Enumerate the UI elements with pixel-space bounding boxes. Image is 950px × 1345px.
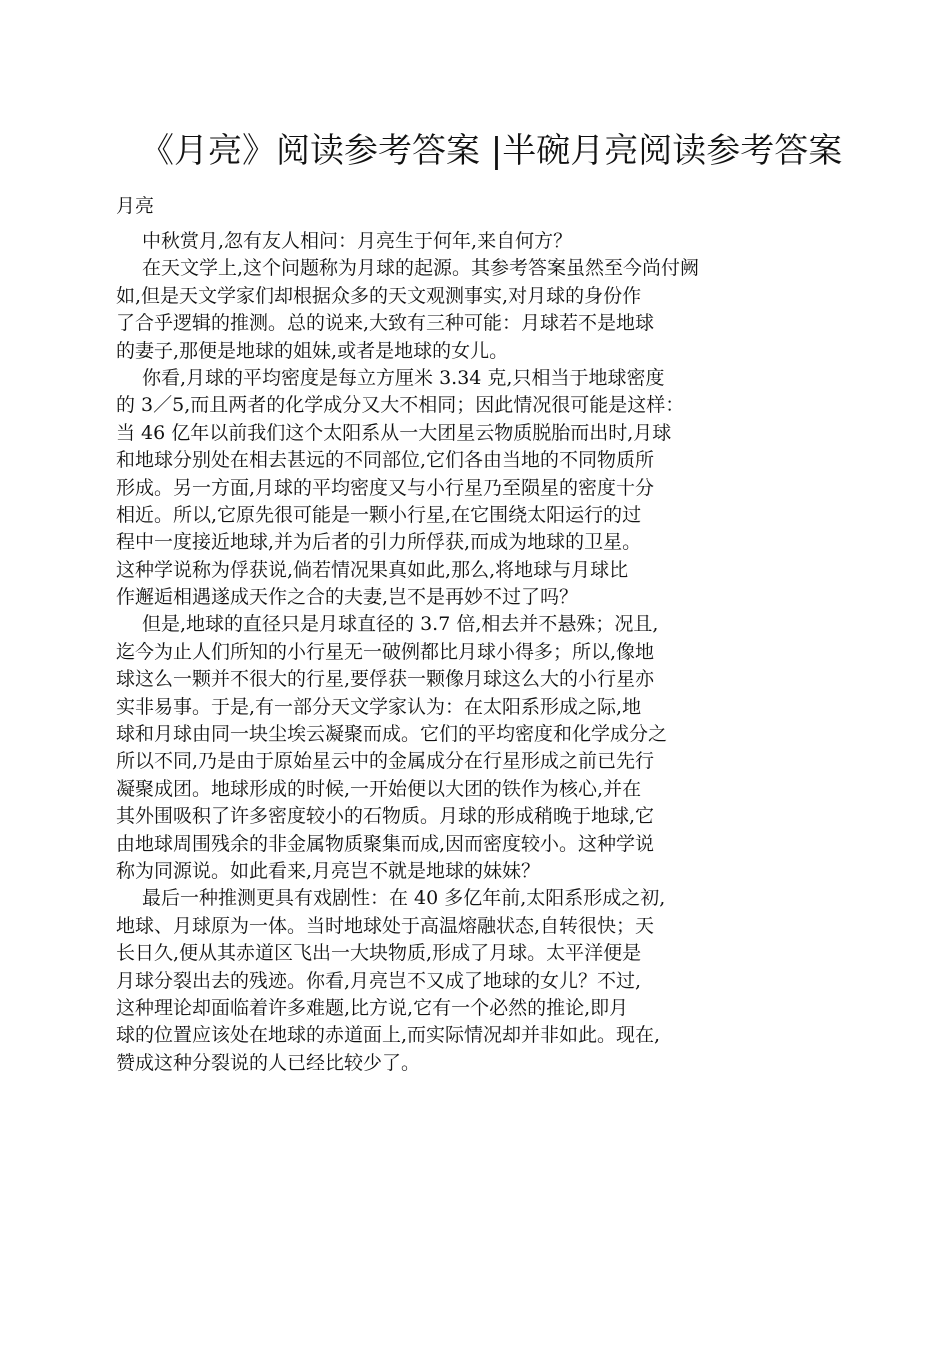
text-line: 其外围吸积了许多密度较小的石物质。月球的形成稍晚于地球,它 — [116, 805, 655, 828]
text-line: 但是,地球的直径只是月球直径的 3.7 倍,相去并不悬殊；况且, — [142, 613, 659, 636]
text-line: 相近。所以,它原先很可能是一颗小行星,在它围绕太阳运行的过 — [116, 503, 642, 526]
text-line: 地球、月球原为一体。当时地球处于高温熔融状态,自转很快；天 — [116, 914, 655, 937]
article-subtitle: 月亮 — [116, 195, 155, 217]
page-title: 《月亮》阅读参考答案 |半碗月亮阅读参考答案 — [140, 131, 843, 171]
text-line: 你看,月球的平均密度是每立方厘米 3.34 克,只相当于地球密度 — [142, 366, 665, 389]
text-line: 和地球分别处在相去甚远的不同部位,它们各由当地的不同物质所 — [116, 449, 655, 472]
text-line: 的妻子,那便是地球的姐妹,或者是地球的女儿。 — [116, 339, 509, 362]
text-line: 凝聚成团。地球形成的时候,一开始便以大团的铁作为核心,并在 — [116, 777, 642, 800]
text-line: 这种理论却面临着许多难题,比方说,它有一个必然的推论,即月 — [116, 996, 629, 1019]
text-line: 如,但是天文学家们却根据众多的天文观测事实,对月球的身份作 — [116, 284, 642, 307]
text-line: 在天文学上,这个问题称为月球的起源。其参考答案虽然至今尚付阙 — [142, 257, 700, 280]
text-line: 长日久,便从其赤道区飞出一大块物质,形成了月球。太平洋便是 — [116, 942, 642, 965]
text-line: 月球分裂出去的残迹。你看,月亮岂不又成了地球的女儿？不过, — [116, 969, 642, 992]
text-line: 当 46 亿年以前我们这个太阳系从一大团星云物质脱胎而出时,月球 — [116, 421, 672, 444]
text-line: 最后一种推测更具有戏剧性：在 40 多亿年前,太阳系形成之初, — [142, 887, 666, 910]
text-line: 称为同源说。如此看来,月亮岂不就是地球的妹妹？ — [116, 859, 541, 882]
text-line: 赞成这种分裂说的人已经比较少了。 — [116, 1051, 421, 1074]
text-line: 球和月球由同一块尘埃云凝聚而成。它们的平均密度和化学成分之 — [116, 723, 668, 746]
text-line: 这种学说称为俘获说,倘若情况果真如此,那么,将地球与月球比 — [116, 558, 629, 581]
text-line: 程中一度接近地球,并为后者的引力所俘获,而成为地球的卫星。 — [116, 531, 642, 554]
text-line: 了合乎逻辑的推测。总的说来,大致有三种可能：月球若不是地球 — [116, 312, 655, 335]
text-line: 实非易事。于是,有一部分天文学家认为：在太阳系形成之际,地 — [116, 695, 642, 718]
text-line: 迄今为止人们所知的小行星无一破例都比月球小得多；所以,像地 — [116, 640, 655, 663]
text-line: 的 3／5,而且两者的化学成分又大不相同；因此情况很可能是这样： — [116, 394, 685, 417]
text-line: 球这么一颗并不很大的行星,要俘获一颗像月球这么大的小行星亦 — [116, 668, 655, 691]
text-line: 球的位置应该处在地球的赤道面上,而实际情况却并非如此。现在, — [116, 1024, 661, 1047]
text-line: 中秋赏月,忽有友人相问：月亮生于何年,来自何方？ — [142, 230, 573, 252]
article-body — [116, 228, 806, 1077]
text-line: 形成。另一方面,月球的平均密度又与小行星乃至陨星的密度十分 — [116, 476, 655, 499]
text-line: 所以不同,乃是由于原始星云中的金属成分在行星形成之前已先行 — [116, 750, 655, 773]
text-line: 作邂逅相遇遂成天作之合的夫妻,岂不是再妙不过了吗？ — [116, 586, 579, 609]
text-line: 由地球周围残余的非金属物质聚集而成,因而密度较小。这种学说 — [116, 832, 655, 855]
